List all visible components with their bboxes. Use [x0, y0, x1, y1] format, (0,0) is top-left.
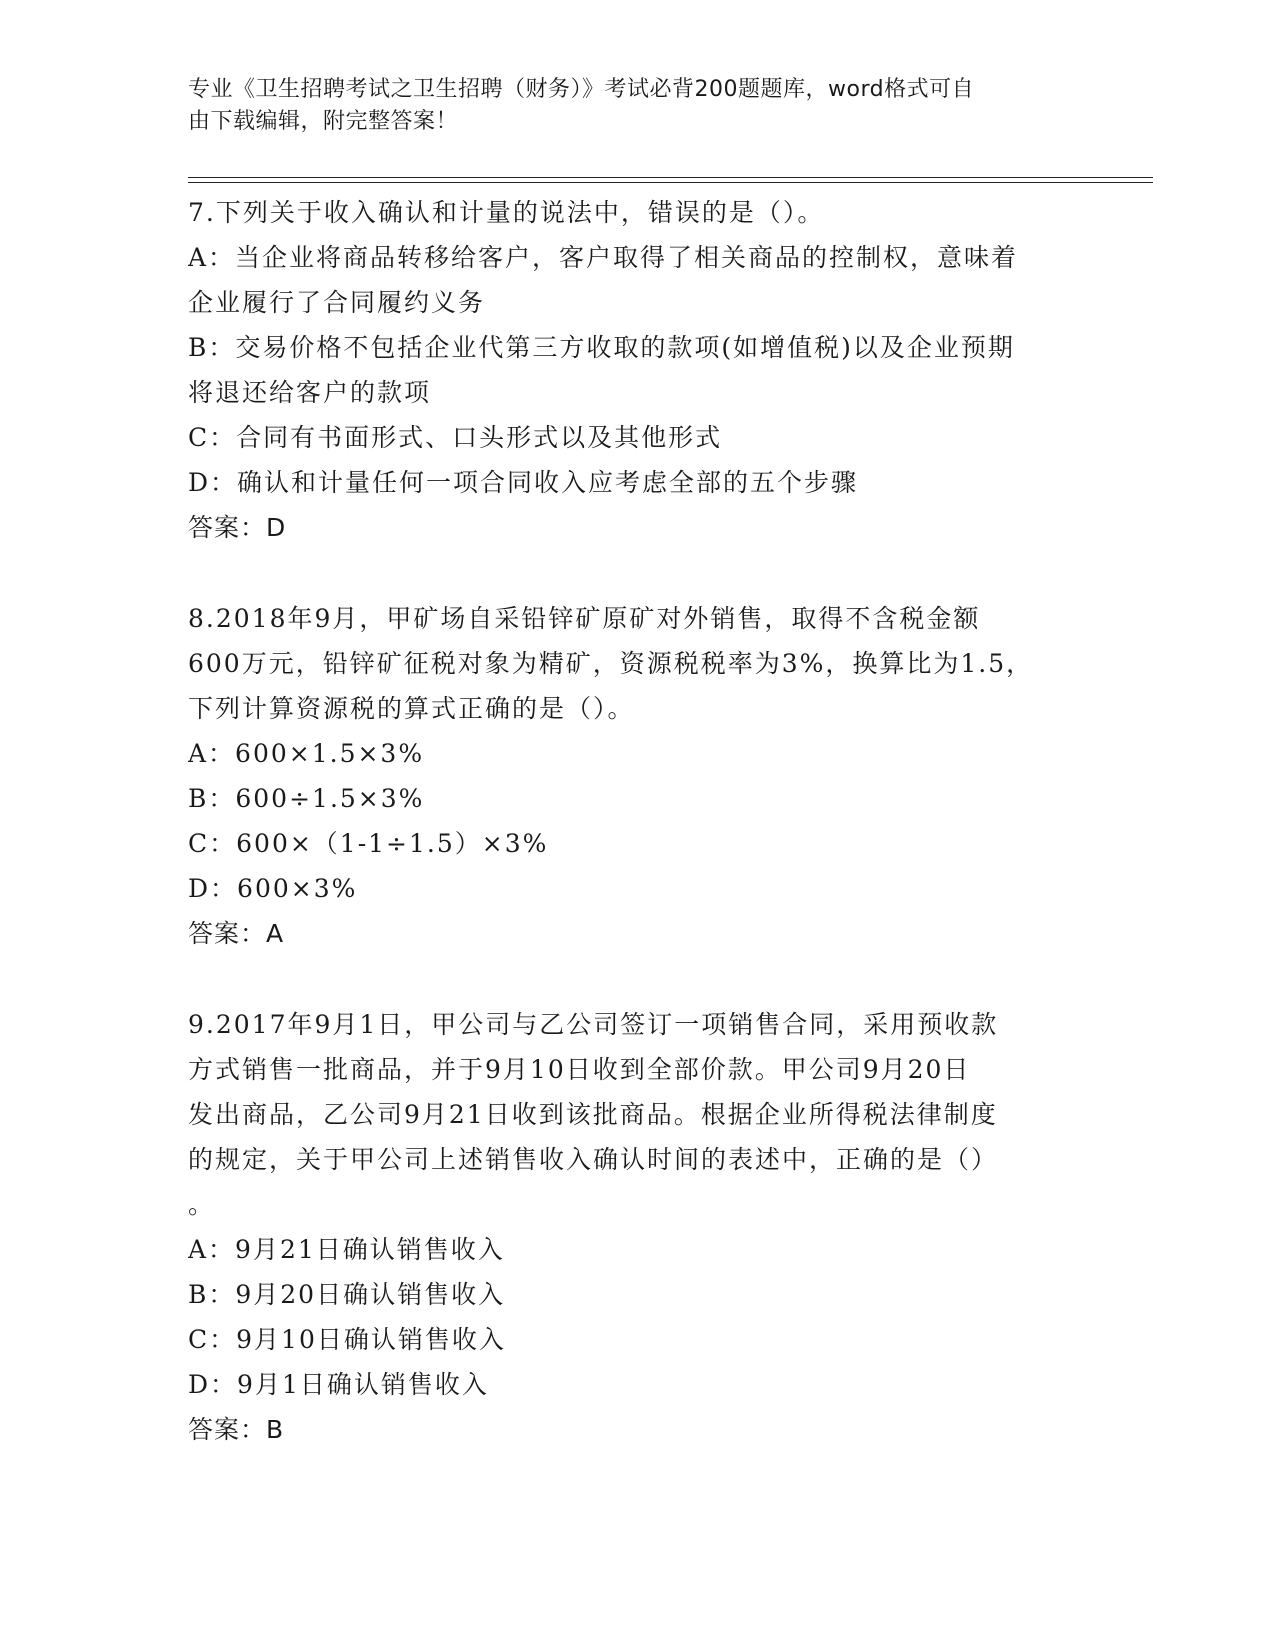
option-b: [188, 325, 1068, 415]
answer-label: 答案：D: [188, 513, 287, 542]
option-text-line: 将退还给客户的款项: [188, 378, 432, 407]
option-d: D：600×3%: [188, 874, 358, 903]
option-a: [188, 235, 1068, 325]
option-text-line: D：确认和计量任何一项合同收入应考虑全部的五个步骤: [188, 468, 859, 497]
question-stem-line: 的规定，关于甲公司上述销售收入确认时间的表述中，正确的是（）: [188, 1145, 999, 1174]
question-stem-line: 600万元，铅锌矿征税对象为精矿，资源税税率为3%，换算比为1.5，: [188, 649, 1034, 678]
question-stem-line: 下列计算资源税的算式正确的是（）。: [188, 694, 635, 723]
option-d: D：9月1日确认销售收入: [188, 1370, 489, 1399]
header-line-2: 由下载编辑，附完整答案！: [188, 109, 459, 134]
option-d: [188, 460, 1068, 505]
option-b: B：600÷1.5×3%: [188, 784, 425, 813]
question-stem-line: 方式销售一批商品，并于9月10日收到全部价款。甲公司9月20日: [188, 1055, 971, 1084]
question-stem-line: 7.下列关于收入确认和计量的说法中，错误的是（）。: [188, 198, 825, 227]
question-8: [188, 596, 1068, 956]
question-stem-line: 9.2017年9月1日，甲公司与乙公司签订一项销售合同，采用预收款: [188, 1010, 999, 1039]
option-c: C：600×（1-1÷1.5）×3%: [188, 829, 549, 858]
option-b: B：9月20日确认销售收入: [188, 1280, 506, 1309]
header-line-1: 专业《卫生招聘考试之卫生招聘（财务）》考试必背200题题库，word格式可自: [188, 77, 975, 102]
header-divider-top: [188, 177, 1153, 178]
option-text-line: A：当企业将商品转移给客户，客户取得了相关商品的控制权，意味着: [188, 243, 1019, 272]
option-c: [188, 415, 1068, 460]
document-header: [188, 74, 1068, 138]
option-a: A：9月21日确认销售收入: [188, 1235, 505, 1264]
option-text-line: C：合同有书面形式、口头形式以及其他形式: [188, 423, 723, 452]
answer-label: 答案：A: [188, 919, 285, 948]
question-9: [188, 1002, 1068, 1452]
answer-label: 答案：B: [188, 1415, 285, 1444]
question-stem-line: 发出商品，乙公司9月21日收到该批商品。根据企业所得税法律制度: [188, 1100, 998, 1129]
question-stem-line: 8.2018年9月，甲矿场自采铅锌矿原矿对外销售，取得不含税金额: [188, 604, 981, 633]
question-stem-line: 。: [188, 1190, 216, 1219]
option-text-line: B：交易价格不包括企业代第三方收取的款项(如增值税)以及企业预期: [188, 333, 1015, 362]
option-a: A：600×1.5×3%: [188, 739, 425, 768]
option-c: C：9月10日确认销售收入: [188, 1325, 506, 1354]
header-divider-bottom: [188, 182, 1153, 183]
option-text-line: 企业履行了合同履约义务: [188, 288, 486, 317]
question-list: [188, 190, 1068, 1498]
question-7: [188, 190, 1068, 550]
